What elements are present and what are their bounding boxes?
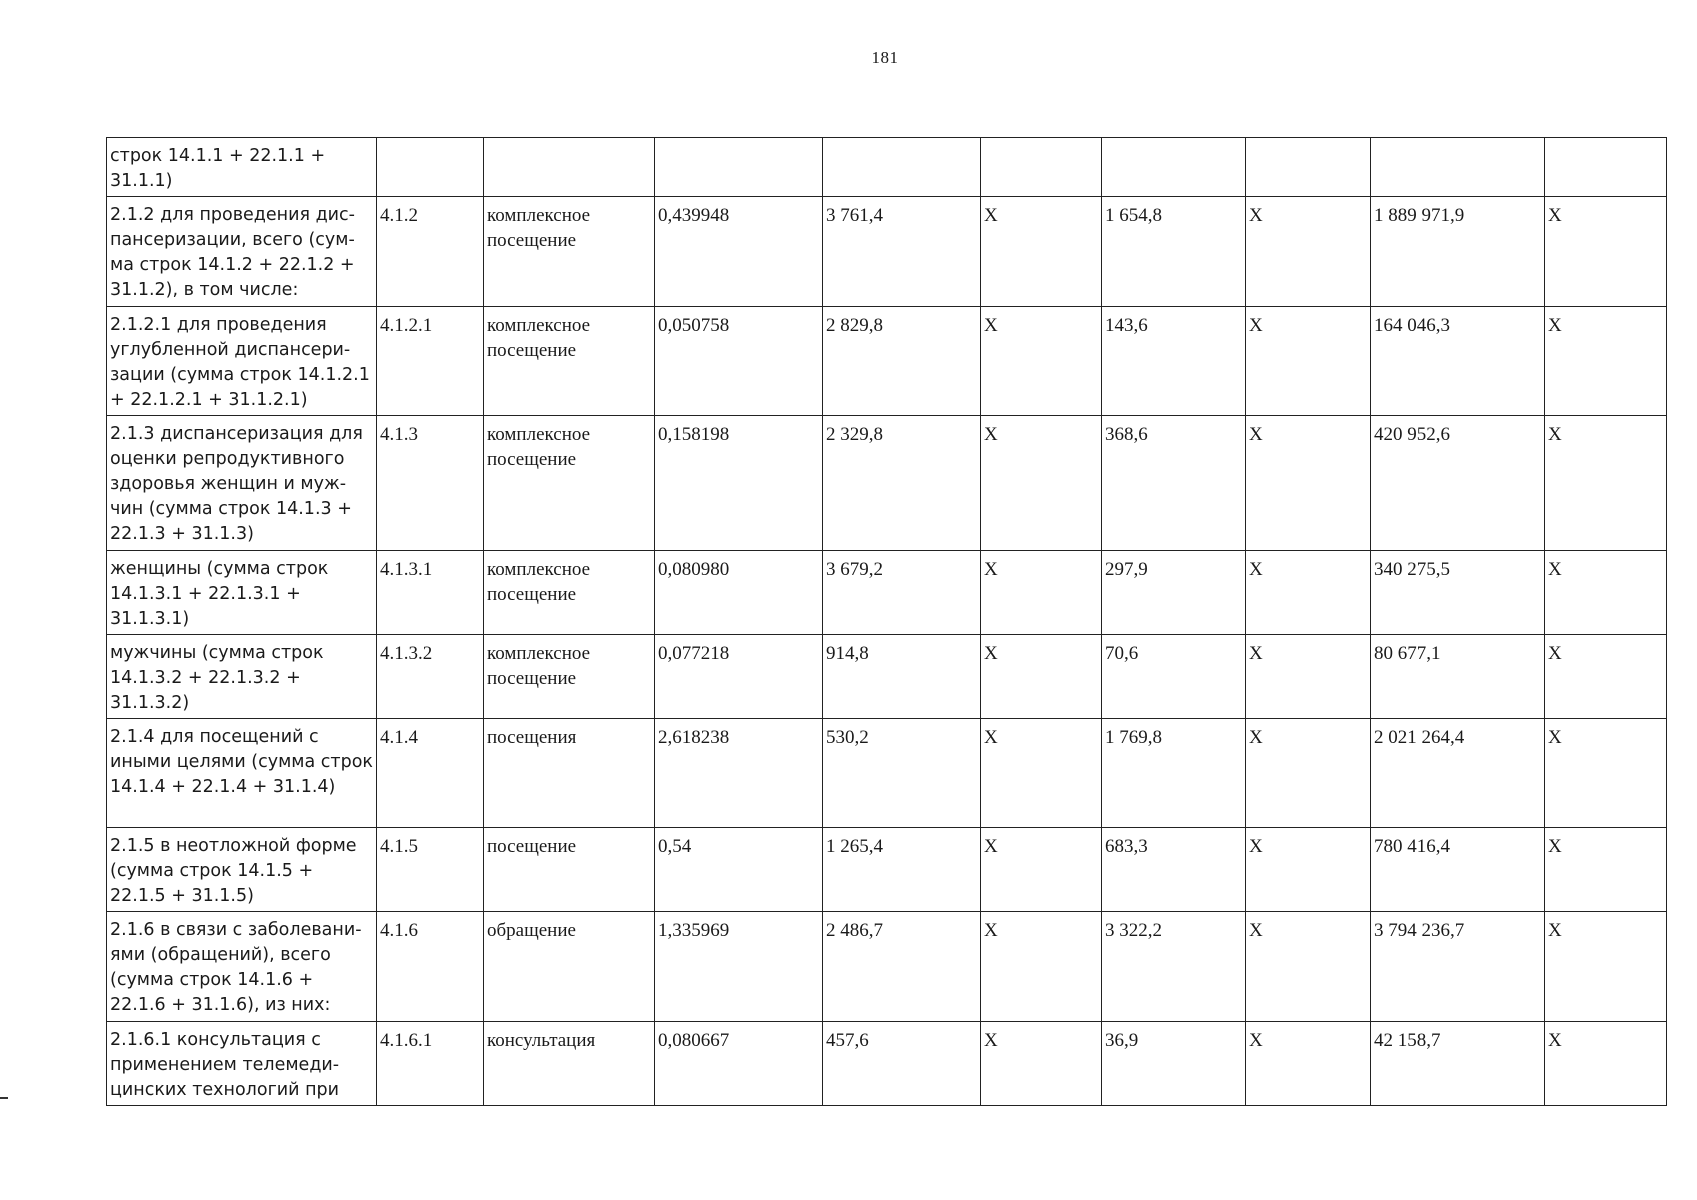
value-cell: 2 829,8 <box>823 307 981 416</box>
row-code: 4.1.3.2 <box>377 635 484 719</box>
unit-cell: консультация <box>484 1022 655 1106</box>
page-number: 181 <box>871 48 899 67</box>
value-cell: 0,080980 <box>655 551 823 635</box>
x-mark-cell: X <box>1246 719 1371 828</box>
value-cell: 0,158198 <box>655 416 823 551</box>
row-code: 4.1.2 <box>377 197 484 307</box>
x-mark-cell: X <box>1545 197 1667 307</box>
value-cell: 530,2 <box>823 719 981 828</box>
margin-mark <box>0 1097 8 1099</box>
x-mark-cell: X <box>1246 416 1371 551</box>
row-label: 2.1.4 для посещений с иными целями (сумма строк 14.1.4 + 22.1.4 + 31.1.4) <box>107 719 377 828</box>
x-mark-cell: X <box>981 551 1102 635</box>
row-code: 4.1.5 <box>377 828 484 912</box>
x-mark-cell <box>981 138 1102 197</box>
value-cell: 1 654,8 <box>1102 197 1246 307</box>
value-cell: 2 021 264,4 <box>1371 719 1545 828</box>
unit-cell: комплексное посещение <box>484 635 655 719</box>
value-cell: 340 275,5 <box>1371 551 1545 635</box>
x-mark-cell: X <box>1246 828 1371 912</box>
x-mark-cell: X <box>981 912 1102 1022</box>
row-label: 2.1.3 диспансеризация для оценки репродуктивного здоровья женщин и муж-чин (сумма строк 14.1.3 + 22.1.3 + 31.1.3) <box>107 416 377 551</box>
x-mark-cell: X <box>1545 912 1667 1022</box>
table-row <box>107 551 1667 635</box>
x-mark-cell: X <box>1246 551 1371 635</box>
x-mark-cell: X <box>981 719 1102 828</box>
row-code: 4.1.6 <box>377 912 484 1022</box>
value-cell: 42 158,7 <box>1371 1022 1545 1106</box>
x-mark-cell <box>1246 138 1371 197</box>
table-row <box>107 307 1667 416</box>
row-label: 2.1.6 в связи с заболевани-ями (обращений), всего (сумма строк 14.1.6 + 22.1.6 + 31.1.6), из них: <box>107 912 377 1022</box>
value-cell: 368,6 <box>1102 416 1246 551</box>
value-cell: 80 677,1 <box>1371 635 1545 719</box>
value-cell: 143,6 <box>1102 307 1246 416</box>
row-code: 4.1.4 <box>377 719 484 828</box>
unit-cell: комплексное посещение <box>484 197 655 307</box>
value-cell: 0,080667 <box>655 1022 823 1106</box>
unit-cell: обращение <box>484 912 655 1022</box>
value-cell: 2 486,7 <box>823 912 981 1022</box>
table-row <box>107 719 1667 828</box>
x-mark-cell: X <box>1545 416 1667 551</box>
x-mark-cell: X <box>1545 719 1667 828</box>
unit-cell: комплексное посещение <box>484 416 655 551</box>
value-cell: 1 265,4 <box>823 828 981 912</box>
value-cell: 0,050758 <box>655 307 823 416</box>
data-table <box>106 137 1667 1106</box>
value-cell: 3 794 236,7 <box>1371 912 1545 1022</box>
row-code: 4.1.6.1 <box>377 1022 484 1106</box>
table-row <box>107 1022 1667 1106</box>
row-code: 4.1.3.1 <box>377 551 484 635</box>
value-cell: 420 952,6 <box>1371 416 1545 551</box>
table-body <box>107 138 1667 1106</box>
value-cell: 0,54 <box>655 828 823 912</box>
value-cell: 297,9 <box>1102 551 1246 635</box>
row-code: 4.1.2.1 <box>377 307 484 416</box>
x-mark-cell: X <box>1545 307 1667 416</box>
value-cell: 457,6 <box>823 1022 981 1106</box>
x-mark-cell: X <box>1545 635 1667 719</box>
unit-cell <box>484 138 655 197</box>
table-row <box>107 416 1667 551</box>
x-mark-cell: X <box>981 828 1102 912</box>
row-label: 2.1.6.1 консультация с применением телемеди-цинских технологий при <box>107 1022 377 1106</box>
value-cell <box>1102 138 1246 197</box>
x-mark-cell <box>1545 138 1667 197</box>
value-cell: 683,3 <box>1102 828 1246 912</box>
row-label: мужчины (сумма строк 14.1.3.2 + 22.1.3.2 + 31.1.3.2) <box>107 635 377 719</box>
value-cell: 1 889 971,9 <box>1371 197 1545 307</box>
value-cell <box>1371 138 1545 197</box>
value-cell: 0,077218 <box>655 635 823 719</box>
value-cell: 3 322,2 <box>1102 912 1246 1022</box>
x-mark-cell: X <box>1246 912 1371 1022</box>
table-row <box>107 828 1667 912</box>
x-mark-cell: X <box>1545 551 1667 635</box>
table-row <box>107 912 1667 1022</box>
value-cell: 36,9 <box>1102 1022 1246 1106</box>
value-cell: 2 329,8 <box>823 416 981 551</box>
row-label: 2.1.5 в неотложной форме (сумма строк 14.1.5 + 22.1.5 + 31.1.5) <box>107 828 377 912</box>
x-mark-cell: X <box>1545 1022 1667 1106</box>
table-row <box>107 635 1667 719</box>
row-code: 4.1.3 <box>377 416 484 551</box>
table-row <box>107 138 1667 197</box>
value-cell: 1 769,8 <box>1102 719 1246 828</box>
row-label: 2.1.2.1 для проведения углубленной диспансери-зации (сумма строк 14.1.2.1 + 22.1.2.1 + 31.1.2.1) <box>107 307 377 416</box>
value-cell: 780 416,4 <box>1371 828 1545 912</box>
x-mark-cell: X <box>981 307 1102 416</box>
x-mark-cell: X <box>1545 828 1667 912</box>
x-mark-cell: X <box>981 416 1102 551</box>
value-cell: 70,6 <box>1102 635 1246 719</box>
value-cell: 1,335969 <box>655 912 823 1022</box>
unit-cell: комплексное посещение <box>484 307 655 416</box>
x-mark-cell: X <box>1246 197 1371 307</box>
value-cell: 3 761,4 <box>823 197 981 307</box>
value-cell: 914,8 <box>823 635 981 719</box>
x-mark-cell: X <box>1246 635 1371 719</box>
row-label: женщины (сумма строк 14.1.3.1 + 22.1.3.1 + 31.1.3.1) <box>107 551 377 635</box>
value-cell <box>823 138 981 197</box>
value-cell: 164 046,3 <box>1371 307 1545 416</box>
table-row <box>107 197 1667 307</box>
x-mark-cell: X <box>1246 307 1371 416</box>
row-code <box>377 138 484 197</box>
value-cell: 0,439948 <box>655 197 823 307</box>
unit-cell: комплексное посещение <box>484 551 655 635</box>
value-cell: 3 679,2 <box>823 551 981 635</box>
x-mark-cell: X <box>981 635 1102 719</box>
row-label: 2.1.2 для проведения дис-пансеризации, всего (сум-ма строк 14.1.2 + 22.1.2 + 31.1.2), в том числе: <box>107 197 377 307</box>
x-mark-cell: X <box>981 197 1102 307</box>
row-label: строк 14.1.1 + 22.1.1 + 31.1.1) <box>107 138 377 197</box>
value-cell <box>655 138 823 197</box>
x-mark-cell: X <box>981 1022 1102 1106</box>
value-cell: 2,618238 <box>655 719 823 828</box>
unit-cell: посещения <box>484 719 655 828</box>
unit-cell: посещение <box>484 828 655 912</box>
x-mark-cell: X <box>1246 1022 1371 1106</box>
